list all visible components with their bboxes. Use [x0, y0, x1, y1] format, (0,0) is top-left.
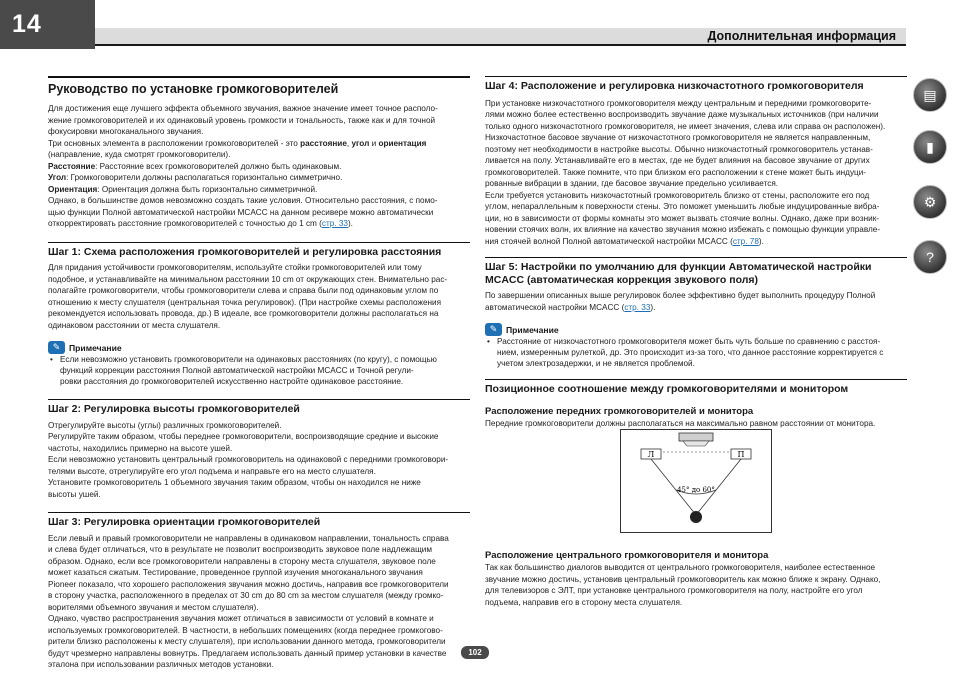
right-column — [485, 76, 907, 429]
center-line: звучание можно достичь, установив центральный громкоговоритель как можно ближе к экрану. Однако, — [485, 574, 881, 584]
step4-line: поэтому нет необходимости в настройке высоты. Обычно низкочастотный громкоговоритель устанав- — [485, 144, 873, 154]
step4-line: рованные вибрации в здании, где басовое звучание предельно усиливается. — [485, 179, 779, 188]
header-title: Дополнительная информация — [707, 29, 896, 43]
step3-line: эталона при использовании различных методов установки. — [48, 660, 274, 669]
note-header — [485, 323, 907, 336]
note-title: Примечание — [506, 324, 559, 335]
intro-line: фокусировки многоканального звучания. — [48, 127, 204, 136]
step2-line: телями высоте, отрегулируйте его угол подъема и направьте его на место слушателя. — [48, 466, 376, 476]
intro-line: Ориентация: Ориентация должна быть горизонтально симметричной. — [48, 184, 318, 194]
intro-line: жение громкоговорителей и их одинаковый уровень громкости и тональность, также как и для точной — [48, 115, 436, 125]
right-speaker-label: П — [737, 450, 745, 459]
step1-line: полагайте громкоговорители, чтобы громкоговорители слева и справа были под одинаковым углом по — [48, 286, 439, 295]
step3-line: образом. Однако, если все громкоговорители направлены в сторону места слушателя, звуковое поле — [48, 556, 436, 566]
step2-line: частоты, находились примерно на высоте ушей. — [48, 443, 233, 453]
center-line: подъема, направив его в сторону места слушателя. — [485, 597, 683, 607]
step4-line: громкоговорителей. Также помните, что при близком его расположении к стене может быть индуци- — [485, 167, 867, 177]
step1-line: одинаковом расстоянии от места слушателя. — [48, 320, 221, 330]
chapter-number: 14 — [12, 10, 42, 38]
step3-title: Шаг 3: Регулировка ориентации громкоговорителей — [48, 512, 470, 529]
step2-line: высоты ушей. — [48, 489, 101, 499]
settings-icon[interactable]: ⚙ — [913, 185, 947, 219]
left-speaker-label: Л — [647, 450, 655, 459]
step1-title: Шаг 1: Схема расположения громкоговорителей и регулировка расстояния — [48, 242, 470, 259]
step4-line: новении стоячих волн, их влияние на качество звучания можно избежать с помощью функции управле- — [485, 225, 881, 234]
step4-line: только одного низкочастотного громкоговорителя, не имеет значения, слева или справа он расположен). — [485, 121, 886, 131]
page-link[interactable]: стр. 33 — [624, 302, 651, 312]
intro-line: (направление, куда смотрят громкоговорители). — [48, 150, 231, 159]
step3-line: в сторону участка, расположенного в пределах от 30 cm до 80 cm за местом слушателя (между громко- — [48, 591, 444, 600]
speaker-diagram — [620, 429, 772, 533]
help-icon[interactable]: ? — [913, 240, 947, 274]
step4-line: Если требуется установить низкочастотный громкоговоритель близко от стены, расположите его под — [485, 190, 870, 200]
front-title: Расположение передних громкоговорителей и монитора — [485, 405, 754, 417]
step3-line: Однако, чувство распространения звучания может отличаться в зависимости от условий в комнате и — [48, 614, 434, 623]
step1-line: подобное, и устанавливайте на минимальном расстоянии 10 cm от окружающих стен. Внимательно рас- — [48, 274, 448, 284]
step3-line: Pioneer показало, что хорошего расположения звучания можно достичь, направив все громкоговорители — [48, 579, 449, 589]
step3-line: будут чрезмерно направлены вовнутрь. Предлагаем использовать данный пример установки в качестве — [48, 648, 447, 658]
step4-line: углом, непараллельным к поверхности стены. Это поможет уменьшить любые индуцированные вибра- — [485, 202, 880, 211]
step2-line: Регулируйте таким образом, чтобы переднее громкоговорители, воспроизводящие средние и высокие — [48, 432, 439, 441]
intro-line: Однако, в большинстве домов невозможно создать такие условия. Относительно расстояния, с помо- — [48, 196, 438, 205]
main-title: Руководство по установке громкоговорителей — [48, 76, 470, 97]
pencil-icon: ✎ — [48, 341, 65, 354]
monitor-stand — [683, 441, 709, 446]
intro-line: щью функции Полной автоматической настройки MCACC на данном ресивере можно автоматически — [48, 207, 434, 217]
step4-line: ния стоячей волной Полной автоматической настройки MCACC (стр. 78). — [485, 236, 764, 246]
left-column — [48, 76, 470, 671]
front-text: Передние громкоговорители должны располагаться на максимально равном расстоянии от монитора. — [485, 418, 876, 428]
step2-line: Если невозможно установить центральный громкоговоритель на одинаковой с передними громкоговори- — [48, 455, 449, 464]
note-title: Примечание — [69, 342, 122, 353]
page-number: 102 — [461, 646, 489, 659]
center-title: Расположение центрального громкоговорителя и монитора — [485, 550, 769, 561]
step2-line: Установите громкоговоритель 1 объемного звучания таким образом, чтобы он находился не ниже — [48, 478, 421, 487]
step4-title: Шаг 4: Расположение и регулировка низкочастотного громкоговорителя — [485, 76, 907, 93]
step3-line: и слева будет отличаться, что в результате не позволит воспроизводить звуковое поле надлежащим — [48, 545, 433, 554]
step2-line: Отрегулируйте высоты (углы) различных громкоговорителей. — [48, 420, 282, 430]
step3-line: рители близко расположены к месту слушателя), при использовании данного метода, громкоговорители — [48, 637, 446, 646]
step3-line: Если левый и правый громкоговорители не направлены в одинаковом направлении, тональность справа — [48, 533, 449, 543]
center-section — [485, 550, 907, 608]
step4-line: ливается на полу. Устанавливайте его в местах, где не будет влияния на басовое звучание от других — [485, 156, 870, 165]
step5-line: По завершении описанных выше регулировок более эффективно будет выполнить процедуру Полной — [485, 291, 876, 300]
note-header — [48, 341, 470, 354]
page-link[interactable]: стр. 78 — [732, 236, 759, 246]
intro-line: Расстояние: Расстояние всех громкоговорителей должно быть одинаковым. — [48, 161, 342, 171]
step5-title: Шаг 5: Настройки по умолчанию для функции Автоматической настройки MCACC (автоматическая коррекция звукового поля) — [485, 257, 907, 286]
chapter-tab — [0, 0, 95, 49]
intro-line: Для достижения еще лучшего эффекта объемного звучания, важное значение имеет точное располо- — [48, 104, 438, 113]
step1-line: отношению к месту слушателя (центральная точка регулировок). (При настройке схемы расположения — [48, 297, 442, 307]
step4-line: При установке низкочастотного громкоговорителя между центральным и передними громкоговорите- — [485, 98, 872, 108]
header-bar — [95, 28, 906, 46]
step1-line: Для придания устойчивости громкоговорителям, используйте стойки громкоговорителей или тому — [48, 263, 422, 272]
note-item: • Расстояние от низкочастотного громкоговорителя может быть чуть больше по сравнению с расстоя- нием, измеренным рулеткой, др. Это происходит из-за того, что данное расстояние корректируется с учетом электрозадержки, и не является проблемой. — [487, 337, 884, 368]
remote-icon[interactable]: ▮ — [913, 130, 947, 164]
step2-title: Шаг 2: Регулировка высоты громкоговорителей — [48, 399, 470, 416]
step3-line: может казаться сжатым. Тестирование, проведенное группой изучения многоканального звучания — [48, 568, 423, 577]
intro-line: Угол: Громкоговорители должны располагаться горизонтально симметрично. — [48, 173, 343, 182]
diagram-svg — [621, 430, 771, 532]
center-line: Так как большинство диалогов выводится от центрального громкоговорителя, наиболее естественное — [485, 563, 876, 572]
book-icon[interactable]: ▤ — [913, 78, 947, 112]
step3-line: используемых громкоговорителей. В частности, в небольших помещениях (когда переднее громкогово- — [48, 625, 443, 635]
listener-icon — [690, 511, 702, 523]
monitor-shape — [679, 433, 713, 441]
pencil-icon: ✎ — [485, 323, 502, 336]
intro-line: откорректировать расстояние громкоговорителей с точностью до 1 cm (стр. 33). — [48, 219, 353, 228]
note-item: • Если невозможно установить громкоговорители на одинаковых расстояниях (по кругу), с помощью функций коррекции расстояния Полной автоматической настройки MCACC и Точной регули- ровки расстояния до громкоговорителей искусственно настройте одинаковое расстояние. — [50, 355, 437, 386]
step4-line: лями можно более естественно воспроизводить звучание даже музыкальных источников (при наличии — [485, 110, 879, 119]
center-line: для телевизоров с ЭЛТ, при установке центрального громкоговорителя на полу, настройте его угол — [485, 586, 863, 595]
position-title: Позиционное соотношение между громкоговорителями и монитором — [485, 379, 907, 396]
angle-label: 45° до 60° — [677, 486, 715, 494]
intro-line: Три основных элемента в расположении громкоговорителей - это расстояние, угол и ориентация — [48, 138, 427, 148]
step4-line: ции, но в зависимости от формы комнаты это может вызвать стоячие волны. Однако, даже при возник- — [485, 213, 880, 223]
step3-line: ворителями объемного звучания и местом слушателя). — [48, 602, 259, 612]
step4-line: Низкочастотное басовое звучание от низкочастотного громкоговорителя не является направленным, — [485, 133, 871, 142]
step1-line: рекомендуется использовать провода, др.) В идеале, все громкоговорители должны располагаться на — [48, 309, 439, 318]
page-link[interactable]: стр. 33 — [321, 219, 348, 228]
step5-line: автоматической настройки MCACC (стр. 33). — [485, 302, 656, 312]
